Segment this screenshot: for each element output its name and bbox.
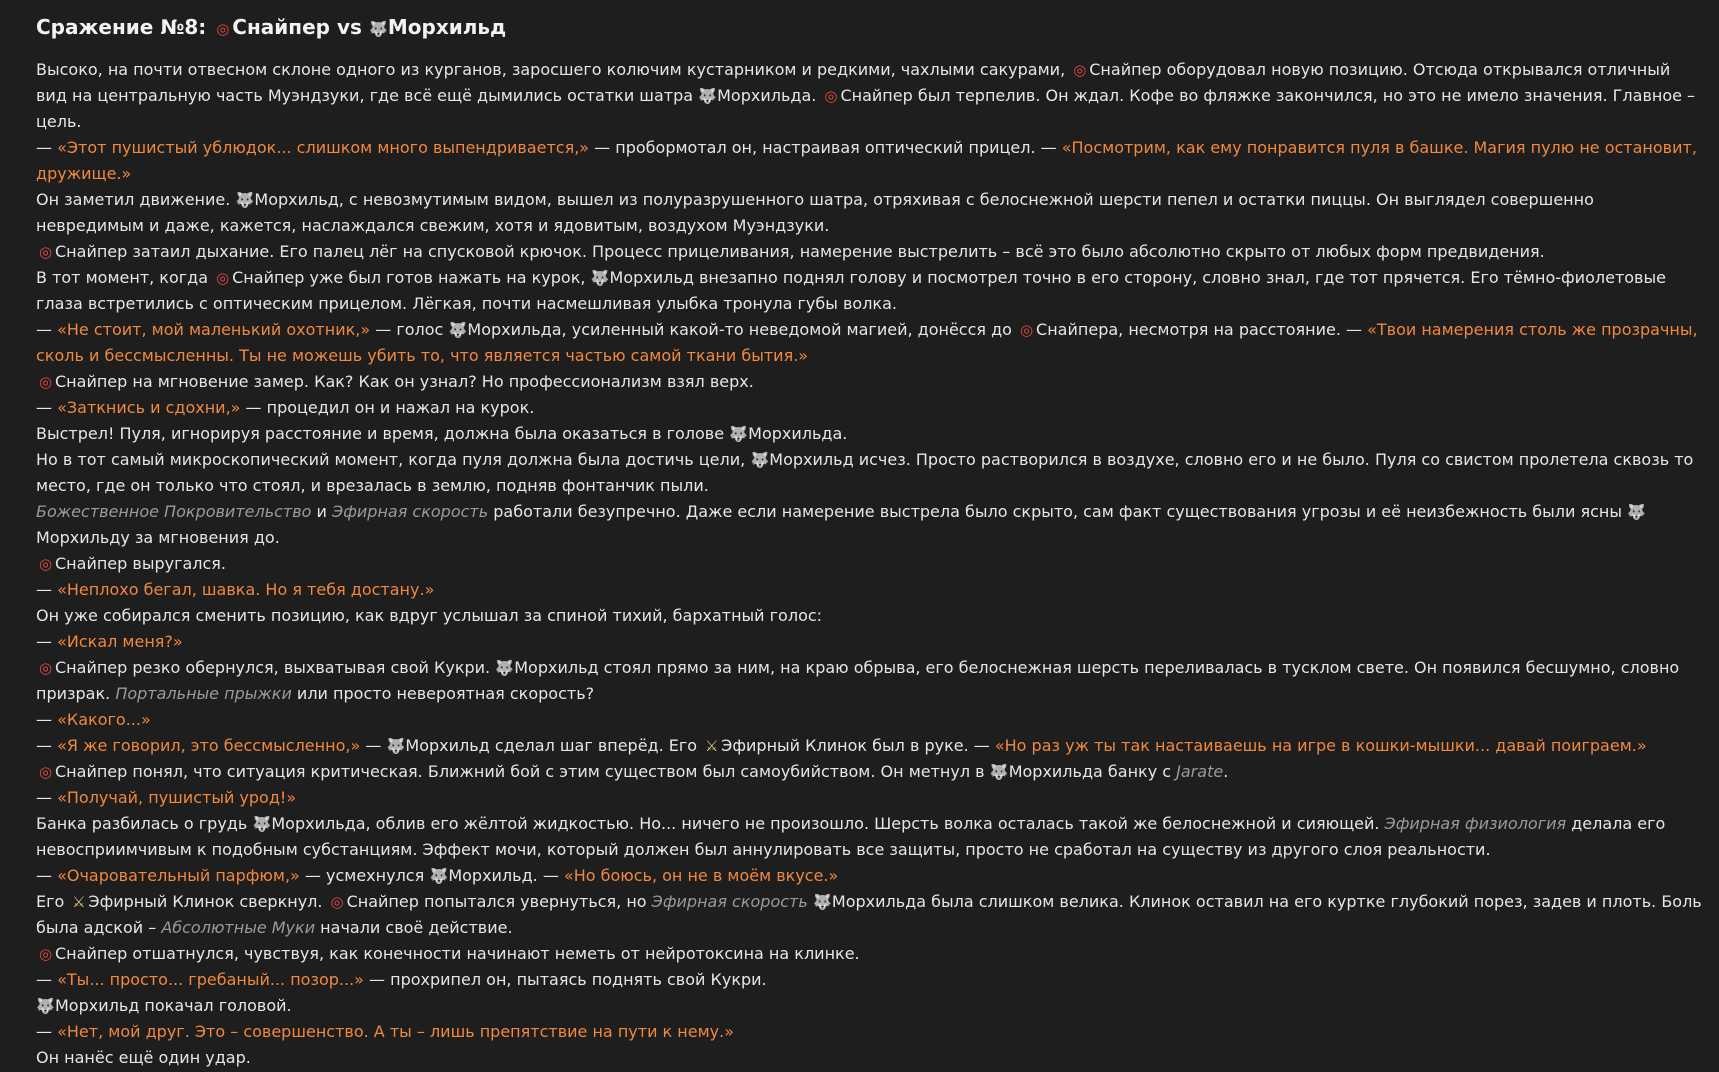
dialogue-quote: «Очаровательный парфюм,» — [57, 866, 300, 885]
dialogue-quote: «Твои намерения столь же прозрачны, сколь и бессмысленны. Ты не можешь убить то, что является частью самой ткани бытия.» — [36, 320, 1698, 365]
title-sniper: Снайпер — [232, 15, 330, 39]
title-vs: vs — [329, 15, 369, 39]
story-paragraph — [36, 447, 1703, 499]
dialogue-quote: «Нет, мой друг. Это – совершенство. А ты – лишь препятствие на пути к нему.» — [57, 1022, 735, 1041]
wolf-icon: 🐺 — [698, 87, 717, 105]
target-icon: ◎ — [1020, 321, 1034, 339]
narration-text: Снайпер понял, что ситуация критическая. Ближний бой с этим существом был самоубийством. Он метнул в — [55, 762, 990, 781]
narration-text: Морхильду за мгновения до. — [36, 528, 280, 547]
narration-text: Снайпер был терпелив. Он ждал. Кофе во фляжке закончился, но это не имело значения. Главное – цель. — [36, 86, 1696, 131]
narration-text: — голос — [370, 320, 449, 339]
story-paragraph — [36, 395, 1703, 421]
narration-text: — прохрипел он, пытаясь поднять свой Кукри. — [363, 970, 767, 989]
narration-text: — — [36, 320, 58, 339]
narration-text: В тот момент, когда — [36, 268, 214, 287]
story-paragraph — [36, 889, 1703, 941]
dialogue-quote: «Искал меня?» — [57, 632, 183, 651]
target-icon: ◎ — [38, 945, 53, 963]
story-paragraph — [36, 993, 1703, 1019]
narration-text: — — [36, 736, 58, 755]
wolf-icon: 🐺 — [989, 763, 1009, 781]
narration-text: Морхильда банку с — [1008, 762, 1177, 781]
ability-term: Портальные прыжки — [115, 684, 292, 703]
narration-text: Высоко, на почти отвесном склоне одного из курганов, заросшего колючим кустарником и редкими, чахлыми сакурами, — [36, 60, 1071, 79]
narration-text: — пробормотал он, настраивая оптический прицел. — — [589, 138, 1062, 157]
story-body — [36, 57, 1703, 1071]
narration-text: Снайпер попытался увернуться, но — [346, 892, 652, 911]
ability-term: Jarate — [1176, 762, 1224, 781]
story-paragraph — [36, 759, 1703, 785]
story-paragraph — [36, 499, 1703, 551]
story-paragraph — [36, 733, 1703, 759]
story-paragraph — [36, 603, 1703, 629]
story-paragraph — [36, 551, 1703, 577]
story-paragraph — [36, 707, 1703, 733]
target-icon: ◎ — [38, 373, 53, 391]
title-morkhild: Морхильд — [387, 15, 507, 39]
target-icon: ◎ — [38, 555, 53, 573]
dialogue-quote: «Ты... просто... гребаный... позор...» — [57, 970, 364, 989]
narration-text: и — [311, 502, 333, 521]
narration-text: Он заметил движение. — [36, 190, 236, 209]
narration-text: — — [36, 398, 58, 417]
narration-text: Морхильд, с невозмутимым видом, вышел из полуразрушенного шатра, отряхивая с белоснежной шерсти пепел и остатки пиццы. Он выглядел совершенно невредимым и даже, кажется, наслаждался свежим, хотя и ядовитым, воздухом Муэндзуки. — [36, 190, 1594, 235]
story-paragraph — [36, 863, 1703, 889]
dialogue-quote: «Получай, пушистый урод!» — [57, 788, 297, 807]
battle-title — [36, 12, 1703, 44]
sword-icon: ⚔ — [72, 893, 86, 911]
story-paragraph — [36, 1019, 1703, 1045]
dialogue-quote: «Этот пушистый ублюдок... слишком много выпендривается,» — [57, 138, 590, 157]
narration-text: Снайпер уже был готов нажать на курок, — [232, 268, 591, 287]
story-paragraph — [36, 577, 1703, 603]
narration-text: Выстрел! Пуля, игнорируя расстояние и время, должна была оказаться в голове — [36, 424, 730, 443]
dialogue-quote: «Какого...» — [57, 710, 151, 729]
narration-text: Его — [36, 892, 70, 911]
narration-text: Эфирный Клинок был в руке. — — [721, 736, 995, 755]
narration-text: Морхильд внезапно поднял голову и посмотрел точно в его сторону, словно знал, где тот прячется. Его тёмно-фиолетовые глаза встретились с оптическим прицелом. Лёгкая, почти насмешливая улыбка тронула губы волка. — [36, 268, 1666, 313]
target-icon: ◎ — [330, 893, 344, 911]
narration-text: Морхильда. — [748, 424, 848, 443]
narration-text: работали безупречно. Даже если намерение выстрела было скрыто, сам факт существования угрозы и её неизбежность были ясны — [488, 502, 1628, 521]
wolf-icon: 🐺 — [369, 20, 388, 38]
narration-text: Но в тот самый микроскопический момент, когда пуля должна была достичь цели, — [36, 450, 751, 469]
narration-text: Морхильда. — [717, 86, 822, 105]
story-paragraph — [36, 239, 1703, 265]
target-icon: ◎ — [38, 243, 53, 261]
story-paragraph — [36, 811, 1703, 863]
dialogue-quote: «Заткнись и сдохни,» — [57, 398, 241, 417]
narration-text: Банка разбилась о грудь — [36, 814, 253, 833]
narration-text: — — [36, 580, 58, 599]
narration-text: Снайпер оборудовал новую позицию. Отсюда открывался отличный вид на центральную часть Муэндзуки, где всё ещё дымились остатки шатра — [36, 60, 1671, 105]
dialogue-quote: «Но раз уж ты так настаиваешь на игре в кошки-мышки... давай поиграем.» — [994, 736, 1647, 755]
ability-term: Абсолютные Муки — [161, 918, 316, 937]
ability-term: Эфирная физиология — [1384, 814, 1567, 833]
target-icon: ◎ — [1073, 61, 1087, 79]
target-icon: ◎ — [216, 269, 230, 287]
sword-icon: ⚔ — [704, 737, 719, 755]
story-paragraph — [36, 655, 1703, 707]
wolf-icon: 🐺 — [750, 451, 770, 469]
narration-text: — — [36, 138, 58, 157]
narration-text: — — [36, 788, 58, 807]
narration-text: Морхильда была слишком велика. Клинок оставил на его куртке глубокий порез, задев и плоть. Боль была адской – — [36, 892, 1702, 937]
ability-term: Эфирная скорость — [651, 892, 808, 911]
title-prefix: Сражение №8: — [36, 15, 214, 39]
story-paragraph — [36, 629, 1703, 655]
dialogue-quote: «Я же говорил, это бессмысленно,» — [57, 736, 361, 755]
narration-text: Он уже собирался сменить позицию, как вдруг услышал за спиной тихий, бархатный голос: — [36, 606, 823, 625]
dialogue-quote: «Неплохо бегал, шавка. Но я тебя достану.» — [57, 580, 435, 599]
wolf-icon: 🐺 — [590, 269, 610, 287]
story-paragraph — [36, 785, 1703, 811]
story-paragraph — [36, 967, 1703, 993]
story-paragraph — [36, 57, 1703, 135]
story-paragraph — [36, 317, 1703, 369]
narration-text: — — [36, 710, 58, 729]
narration-text: — — [36, 970, 58, 989]
story-paragraph — [36, 1045, 1703, 1071]
narration-text: — — [36, 866, 58, 885]
dialogue-quote: «Не стоит, мой маленький охотник,» — [57, 320, 371, 339]
narration-text: Морхильд стоял прямо за ним, на краю обрыва, его белоснежная шерсть переливалась в тусклом свете. Он появился бесшумно, словно призрак. — [36, 658, 1680, 703]
dialogue-quote: «Посмотрим, как ему понравится пуля в башке. Магия пулю не остановит, дружище.» — [36, 138, 1697, 183]
narration-text: Снайпер выругался. — [55, 554, 227, 573]
story-paragraph — [36, 369, 1703, 395]
narration-text: Снайпер резко обернулся, выхватывая свой Кукри. — [55, 658, 496, 677]
target-icon: ◎ — [38, 659, 53, 677]
narration-text: Морхильда, облив его жёлтой жидкостью. Но... ничего не произошло. Шерсть волка осталась такой же белоснежной и сияющей. — [271, 814, 1385, 833]
story-paragraph — [36, 941, 1703, 967]
narration-text: Морхильд сделал шаг вперёд. Его — [405, 736, 703, 755]
narration-text: Снайпера, несмотря на расстояние. — — [1036, 320, 1368, 339]
narration-text: — — [360, 736, 387, 755]
narration-text: Морхильда, усиленный какой-то неведомой магией, донёсся до — [467, 320, 1018, 339]
narration-text: Морхильд исчез. Просто растворился в воздухе, словно его и не было. Пуля со свистом пролетела сквозь то место, где он только что стоял, и врезалась в землю, подняв фонтанчик пыли. — [36, 450, 1694, 495]
wolf-icon: 🐺 — [235, 191, 255, 209]
ability-term: Божественное Покровительство — [36, 502, 312, 521]
narration-text: Эфирный Клинок сверкнул. — [88, 892, 328, 911]
story-paragraph — [36, 421, 1703, 447]
wolf-icon: 🐺 — [252, 815, 272, 833]
wolf-icon: 🐺 — [448, 321, 468, 339]
wolf-icon: 🐺 — [813, 893, 832, 911]
story-paragraph — [36, 135, 1703, 187]
target-icon: ◎ — [38, 763, 53, 781]
narration-text: Снайпер затаил дыхание. Его палец лёг на спусковой крючок. Процесс прицеливания, намерение выстрелить – всё это было абсолютно скрыто от любых форм предвидения. — [55, 242, 1545, 261]
narration-text: начали своё действие. — [315, 918, 513, 937]
wolf-icon: 🐺 — [1627, 503, 1646, 521]
wolf-icon: 🐺 — [386, 737, 406, 755]
narration-text: Морхильд. — — [448, 866, 564, 885]
wolf-icon: 🐺 — [495, 659, 515, 677]
ability-term: Эфирная скорость — [332, 502, 489, 521]
narration-text: — процедил он и нажал на курок. — [240, 398, 535, 417]
narration-text: или просто невероятная скорость? — [291, 684, 595, 703]
story-paragraph — [36, 265, 1703, 317]
target-icon: ◎ — [824, 87, 838, 105]
dialogue-quote: «Но боюсь, он не в моём вкусе.» — [563, 866, 839, 885]
narration-text: — — [36, 632, 58, 651]
narration-text: — — [36, 1022, 58, 1041]
wolf-icon: 🐺 — [429, 867, 449, 885]
wolf-icon: 🐺 — [36, 997, 55, 1015]
narration-text: — усмехнулся — [299, 866, 430, 885]
narration-text: . — [1223, 762, 1229, 781]
narration-text: Он нанёс ещё один удар. — [36, 1048, 251, 1067]
wolf-icon: 🐺 — [729, 425, 748, 443]
story-paragraph — [36, 187, 1703, 239]
narration-text: Морхильд покачал головой. — [55, 996, 292, 1015]
narration-text: Снайпер на мгновение замер. Как? Как он узнал? Но профессионализм взял верх. — [55, 372, 754, 391]
narration-text: Снайпер отшатнулся, чувствуя, как конечности начинают неметь от нейротоксина на клинке. — [55, 944, 860, 963]
narration-text: делала его невосприимчивым к подобным субстанциям. Эффект мочи, который должен был аннулировать все защиты, просто не сработал на существу из другого слоя реальности. — [36, 814, 1666, 859]
target-icon: ◎ — [216, 20, 230, 38]
